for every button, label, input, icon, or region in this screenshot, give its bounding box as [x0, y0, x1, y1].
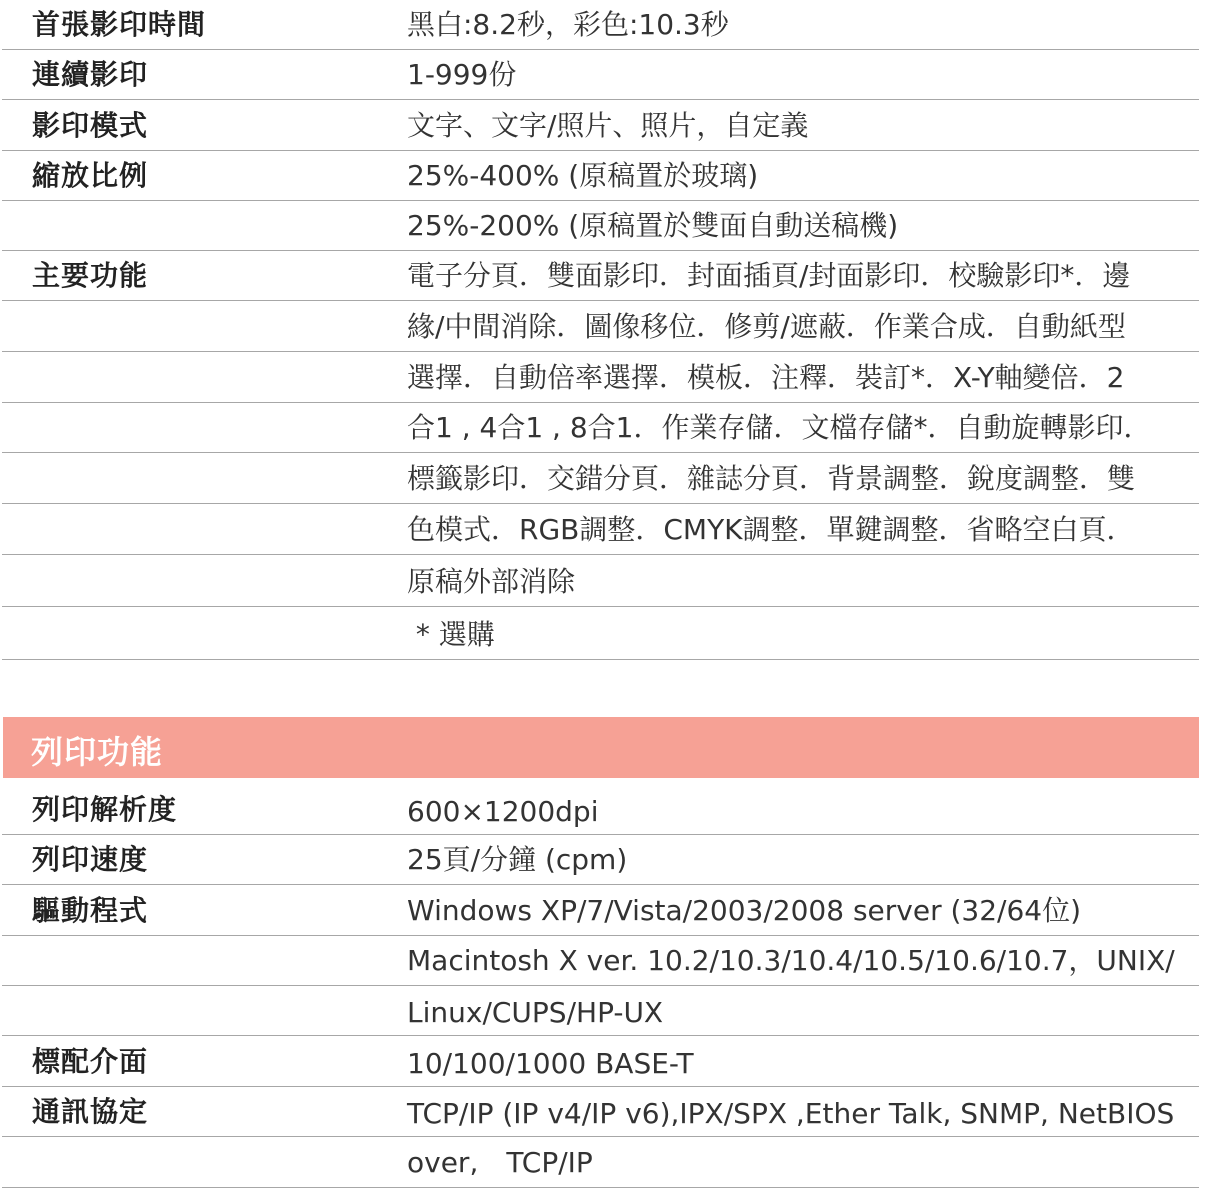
spec-label: 通訊協定: [32, 1095, 149, 1128]
spec-row-main-functions-continued: [2, 403, 1199, 453]
spec-value: TCP/IP (IP v4/IP v6),IPX/SPX ,Ether Talk, SNMP, NetBIOS: [407, 1097, 1175, 1130]
spec-label: 驅動程式: [32, 894, 149, 927]
spec-value: 合1 , 4合1 , 8合1．作業存儲．文檔存儲*．自動旋轉影印．: [407, 411, 1152, 444]
spec-row-drivers-continued: [2, 936, 1199, 986]
spec-row-drivers-continued: [2, 986, 1199, 1036]
spec-value: 25頁/分鐘 (cpm): [407, 843, 628, 876]
spec-value: 黑白:8.2秒，彩色:10.3秒: [407, 8, 729, 41]
spec-label: 縮放比例: [32, 159, 149, 192]
spec-row-print-speed: [2, 835, 1199, 885]
spec-row-print-resolution: [2, 778, 1199, 835]
spec-value: 緣/中間消除．圖像移位．修剪/遮蔽．作業合成．自動紙型: [407, 310, 1126, 343]
spec-row-main-functions-continued: [2, 453, 1199, 504]
print-section-title: 列印功能: [31, 733, 164, 771]
spec-value: 1-999份: [407, 58, 517, 91]
spec-label: 標配介面: [32, 1045, 149, 1078]
spec-label: 列印速度: [32, 843, 149, 876]
spec-value: 色模式．RGB調整．CMYK調整．單鍵調整．省略空白頁．: [407, 513, 1135, 546]
spec-row-main-functions-continued: [2, 352, 1199, 403]
spec-value: 選擇．自動倍率選擇．模板．注釋．裝訂*．X-Y軸變倍．2: [407, 361, 1125, 394]
spec-value: 25%-400% (原稿置於玻璃): [407, 159, 759, 192]
spec-row-main-functions-continued: [2, 301, 1199, 352]
spec-row-zoom-ratio: [2, 151, 1199, 201]
spec-row-drivers: [2, 885, 1199, 936]
spec-row-copy-mode: [2, 100, 1199, 151]
spec-value: * 選購: [407, 618, 495, 651]
spec-value: Macintosh X ver. 10.2/10.3/10.4/10.5/10.6/10.7，UNIX/: [407, 944, 1175, 977]
spec-value: 600×1200dpi: [407, 795, 599, 828]
spec-row-standard-interface: [2, 1036, 1199, 1087]
spec-label: 首張影印時間: [32, 8, 207, 41]
spec-value: 電子分頁．雙面影印．封面插頁/封面影印．校驗影印*．邊: [407, 259, 1131, 292]
spec-row-main-functions-continued: [2, 555, 1199, 607]
spec-label: 影印模式: [32, 109, 149, 142]
spec-value: 10/100/1000 BASE-T: [407, 1047, 694, 1080]
spec-value: over, TCP/IP: [407, 1146, 593, 1179]
spec-value: 原稿外部消除: [407, 565, 576, 598]
spec-row-main-functions: [2, 251, 1199, 301]
spec-row-protocols-continued: [2, 1137, 1199, 1188]
spec-row-first-copy-time: [2, 0, 1199, 50]
spec-row-optional-note: [2, 607, 1199, 660]
spec-row-continuous-copy: [2, 50, 1199, 100]
spec-value: 標籤影印．交錯分頁．雜誌分頁．背景調整．銳度調整．雙: [407, 462, 1136, 495]
spec-row-main-functions-continued: [2, 504, 1199, 555]
spec-value: 25%-200% (原稿置於雙面自動送稿機): [407, 209, 899, 242]
spec-row-protocols: [2, 1087, 1199, 1137]
spec-value: Windows XP/7/Vista/2003/2008 server (32/64位): [407, 894, 1082, 927]
spec-row-zoom-ratio-continued: [2, 201, 1199, 251]
spec-label: 主要功能: [32, 259, 149, 292]
spec-label: 連續影印: [32, 58, 149, 91]
print-section-header: [3, 717, 1199, 778]
spec-value: 文字、文字/照片、照片，自定義: [407, 109, 809, 142]
spec-label: 列印解析度: [32, 793, 178, 826]
spec-value: Linux/CUPS/HP-UX: [407, 996, 664, 1029]
